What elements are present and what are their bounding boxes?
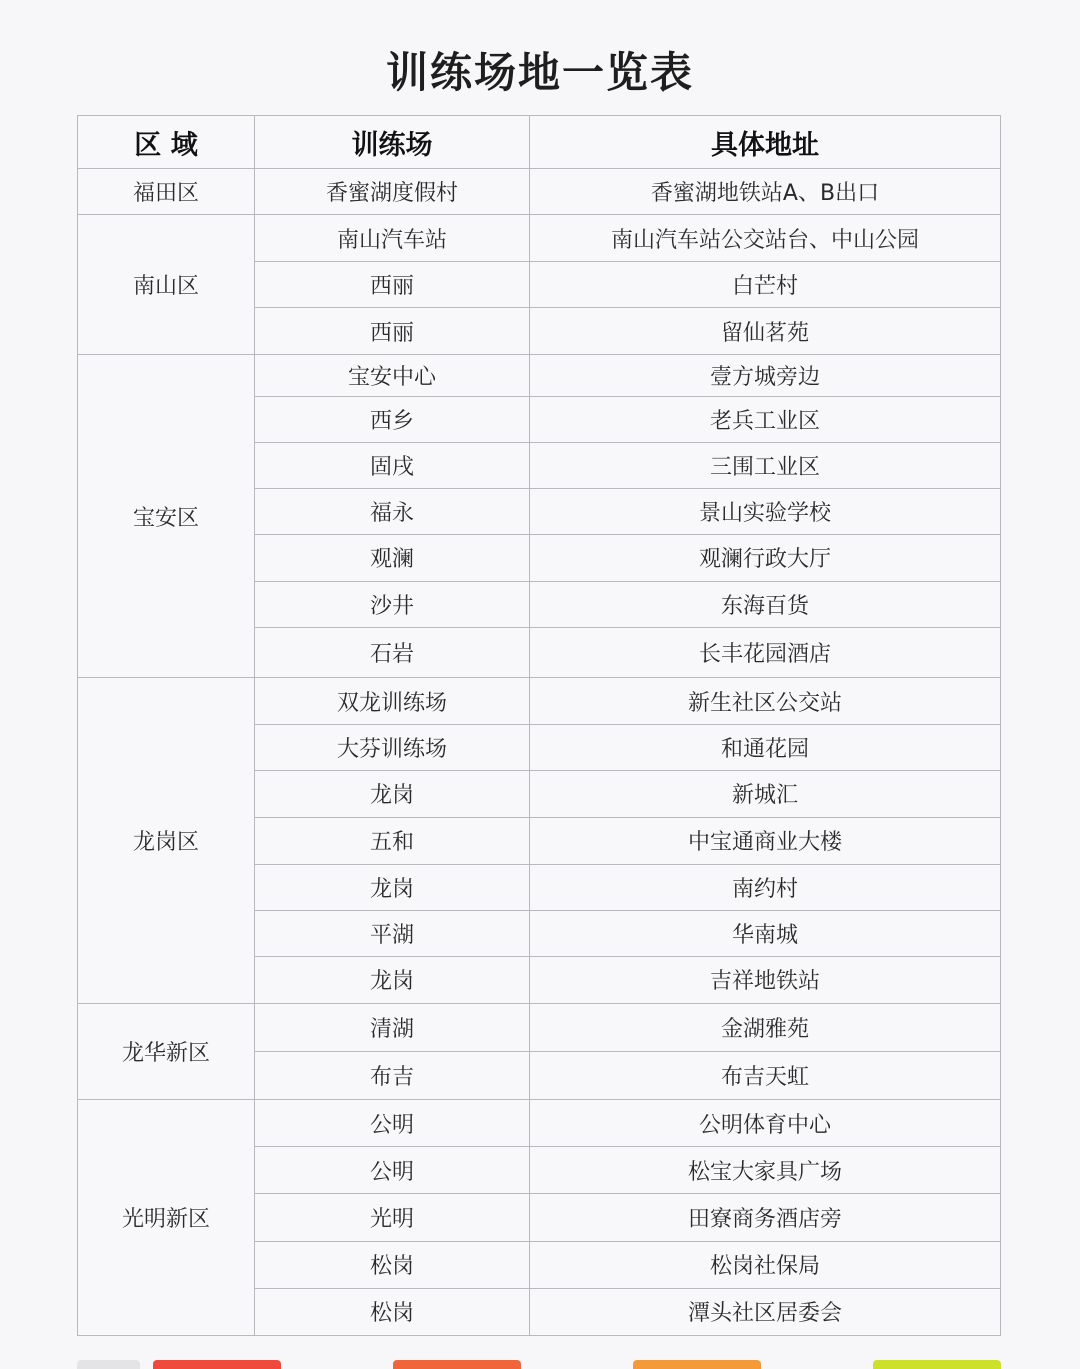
training-site-cell: 宝安中心 xyxy=(255,355,530,396)
training-site-cell: 清湖 xyxy=(255,1003,530,1051)
table-row xyxy=(78,1100,1001,1147)
table-row xyxy=(78,215,1001,262)
strip-block xyxy=(633,1360,761,1369)
address-cell: 松岗社保局 xyxy=(530,1241,1001,1288)
header-training-site: 训练场 xyxy=(255,116,530,169)
address-cell: 留仙茗苑 xyxy=(530,308,1001,355)
address-cell: 香蜜湖地铁站A、B出口 xyxy=(530,169,1001,215)
address-cell: 吉祥地铁站 xyxy=(530,956,1001,1003)
training-site-cell: 公明 xyxy=(255,1147,530,1194)
training-site-cell: 龙岗 xyxy=(255,956,530,1003)
training-site-cell: 西乡 xyxy=(255,396,530,442)
address-cell: 布吉天虹 xyxy=(530,1052,1001,1100)
training-site-cell: 固戌 xyxy=(255,442,530,488)
address-cell: 田寮商务酒店旁 xyxy=(530,1194,1001,1241)
region-cell: 光明新区 xyxy=(78,1100,255,1336)
page-title: 训练场地一览表 xyxy=(385,48,694,97)
training-site-cell: 五和 xyxy=(255,817,530,864)
training-site-cell: 双龙训练场 xyxy=(255,678,530,725)
training-site-cell: 西丽 xyxy=(255,262,530,308)
address-cell: 新生社区公交站 xyxy=(530,678,1001,725)
training-site-cell: 沙井 xyxy=(255,581,530,627)
address-cell: 华南城 xyxy=(530,910,1001,956)
region-cell: 龙岗区 xyxy=(78,678,255,1004)
table-row xyxy=(78,169,1001,215)
address-cell: 新城汇 xyxy=(530,771,1001,817)
training-site-cell: 观澜 xyxy=(255,534,530,581)
table-body xyxy=(78,169,1001,1336)
header-address: 具体地址 xyxy=(530,116,1001,169)
strip-block xyxy=(873,1360,1001,1369)
training-site-cell: 南山汽车站 xyxy=(255,215,530,262)
strip-block xyxy=(153,1360,281,1369)
table-row xyxy=(78,1003,1001,1051)
address-cell: 和通花园 xyxy=(530,725,1001,771)
region-cell: 福田区 xyxy=(78,169,255,215)
address-cell: 壹方城旁边 xyxy=(530,355,1001,396)
training-site-cell: 公明 xyxy=(255,1100,530,1147)
training-site-cell: 松岗 xyxy=(255,1288,530,1335)
address-cell: 景山实验学校 xyxy=(530,488,1001,534)
training-site-cell: 西丽 xyxy=(255,308,530,355)
header-region: 区 域 xyxy=(78,116,255,169)
bottom-color-strip xyxy=(0,1359,1080,1369)
address-cell: 长丰花园酒店 xyxy=(530,628,1001,678)
address-cell: 中宝通商业大楼 xyxy=(530,817,1001,864)
address-cell: 南约村 xyxy=(530,864,1001,910)
table-header-row xyxy=(78,116,1001,169)
region-cell: 龙华新区 xyxy=(78,1003,255,1099)
training-site-cell: 松岗 xyxy=(255,1241,530,1288)
strip-block xyxy=(77,1360,140,1369)
training-site-cell: 光明 xyxy=(255,1194,530,1241)
address-cell: 东海百货 xyxy=(530,581,1001,627)
training-sites-table xyxy=(77,115,1001,1336)
address-cell: 公明体育中心 xyxy=(530,1100,1001,1147)
address-cell: 松宝大家具广场 xyxy=(530,1147,1001,1194)
region-cell: 南山区 xyxy=(78,215,255,355)
table-row xyxy=(78,355,1001,396)
address-cell: 南山汽车站公交站台、中山公园 xyxy=(530,215,1001,262)
training-site-cell: 布吉 xyxy=(255,1052,530,1100)
table-row xyxy=(78,678,1001,725)
training-site-cell: 石岩 xyxy=(255,628,530,678)
address-cell: 三围工业区 xyxy=(530,442,1001,488)
address-cell: 潭头社区居委会 xyxy=(530,1288,1001,1335)
training-site-cell: 香蜜湖度假村 xyxy=(255,169,530,215)
training-site-cell: 大芬训练场 xyxy=(255,725,530,771)
strip-block xyxy=(393,1360,521,1369)
training-site-cell: 福永 xyxy=(255,488,530,534)
address-cell: 观澜行政大厅 xyxy=(530,534,1001,581)
training-site-cell: 龙岗 xyxy=(255,771,530,817)
training-site-cell: 平湖 xyxy=(255,910,530,956)
address-cell: 金湖雅苑 xyxy=(530,1003,1001,1051)
training-site-cell: 龙岗 xyxy=(255,864,530,910)
address-cell: 白芒村 xyxy=(530,262,1001,308)
region-cell: 宝安区 xyxy=(78,355,255,678)
address-cell: 老兵工业区 xyxy=(530,396,1001,442)
